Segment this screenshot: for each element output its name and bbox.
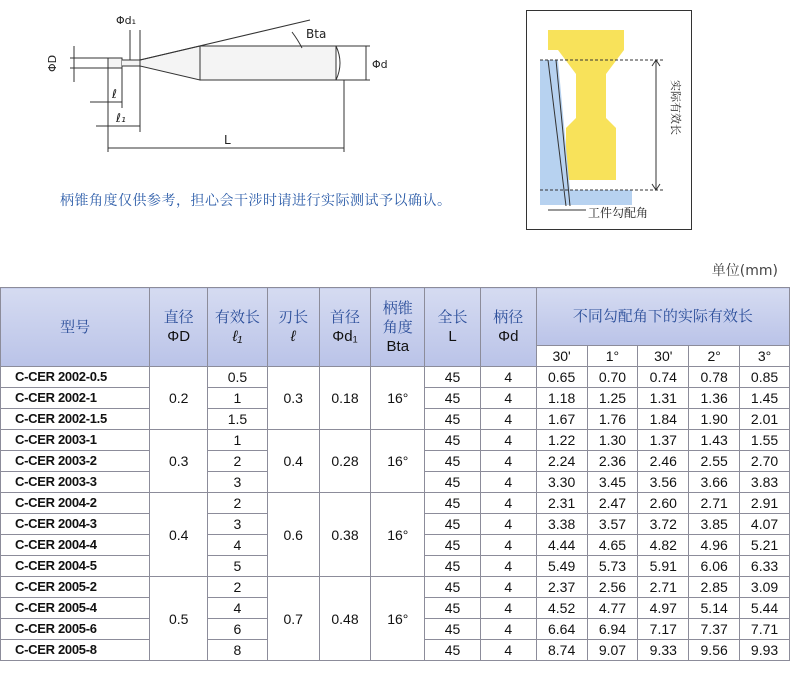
actual-length-cell: 4.77 xyxy=(587,598,638,619)
model-cell: C-CER 2002-1.5 xyxy=(1,409,150,430)
model-cell: C-CER 2003-2 xyxy=(1,451,150,472)
actual-length-cell: 0.70 xyxy=(587,367,638,388)
eff-length-cell: 4 xyxy=(208,535,268,556)
total-length-cell: 45 xyxy=(425,367,481,388)
eff-length-cell: 2 xyxy=(208,493,268,514)
workpiece-diagram xyxy=(526,10,692,230)
actual-length-cell: 2.47 xyxy=(587,493,638,514)
shank-diameter-cell: 4 xyxy=(480,451,536,472)
actual-length-cell: 6.33 xyxy=(740,556,790,577)
shank-diameter-cell: 4 xyxy=(480,619,536,640)
actual-length-cell: 0.65 xyxy=(536,367,587,388)
actual-length-cell: 6.06 xyxy=(689,556,740,577)
actual-length-cell: 2.85 xyxy=(689,577,740,598)
actual-length-cell: 4.07 xyxy=(740,514,790,535)
workpiece-angle-label: 工件勾配角 xyxy=(588,206,649,220)
diameter-cell: 0.2 xyxy=(150,367,208,430)
header-diameter: 直径 ΦD xyxy=(150,288,208,367)
model-cell: C-CER 2004-5 xyxy=(1,556,150,577)
neck-diameter-cell: 0.48 xyxy=(319,577,371,661)
blade-length-cell: 0.6 xyxy=(267,493,319,577)
blade-length-cell: 0.3 xyxy=(267,367,319,430)
actual-length-cell: 9.93 xyxy=(740,640,790,661)
angle-col: 3° xyxy=(740,346,790,367)
shank-diameter-cell: 4 xyxy=(480,388,536,409)
diameter-cell: 0.5 xyxy=(150,577,208,661)
actual-length-cell: 1.25 xyxy=(587,388,638,409)
header-eff-length: 有效长 ℓ₁ xyxy=(208,288,268,367)
actual-length-cell: 4.82 xyxy=(638,535,689,556)
neck-diameter-cell: 0.28 xyxy=(319,430,371,493)
shank-diameter-cell: 4 xyxy=(480,472,536,493)
model-cell: C-CER 2005-8 xyxy=(1,640,150,661)
actual-length-cell: 2.46 xyxy=(638,451,689,472)
model-cell: C-CER 2004-4 xyxy=(1,535,150,556)
model-cell: C-CER 2005-2 xyxy=(1,577,150,598)
model-cell: C-CER 2005-6 xyxy=(1,619,150,640)
actual-length-cell: 1.37 xyxy=(638,430,689,451)
model-cell: C-CER 2005-4 xyxy=(1,598,150,619)
actual-length-cell: 3.85 xyxy=(689,514,740,535)
actual-length-cell: 9.07 xyxy=(587,640,638,661)
actual-length-cell: 3.45 xyxy=(587,472,638,493)
phiD-label: ΦD xyxy=(46,54,59,72)
actual-length-cell: 1.31 xyxy=(638,388,689,409)
neck-diameter-cell: 0.38 xyxy=(319,493,371,577)
spec-table xyxy=(0,287,790,661)
shank-diameter-cell: 4 xyxy=(480,493,536,514)
actual-length-cell: 5.44 xyxy=(740,598,790,619)
table-row xyxy=(1,430,790,451)
header-shank-angle: 柄锥 角度 Bta xyxy=(371,288,425,367)
shank-diameter-cell: 4 xyxy=(480,577,536,598)
actual-length-cell: 8.74 xyxy=(536,640,587,661)
total-length-cell: 45 xyxy=(425,556,481,577)
total-length-cell: 45 xyxy=(425,577,481,598)
actual-length-cell: 2.70 xyxy=(740,451,790,472)
eff-length-cell: 2 xyxy=(208,451,268,472)
actual-length-cell: 5.49 xyxy=(536,556,587,577)
angle-col: 2° xyxy=(689,346,740,367)
actual-length-cell: 2.60 xyxy=(638,493,689,514)
shank-diameter-cell: 4 xyxy=(480,367,536,388)
total-length-cell: 45 xyxy=(425,388,481,409)
actual-length-cell: 3.09 xyxy=(740,577,790,598)
actual-length-cell: 1.76 xyxy=(587,409,638,430)
eff-length-cell: 1 xyxy=(208,430,268,451)
total-length-cell: 45 xyxy=(425,619,481,640)
shank-diameter-cell: 4 xyxy=(480,514,536,535)
actual-length-cell: 3.38 xyxy=(536,514,587,535)
note-text: 柄锥角度仅供参考，担心会干涉时请进行实际测试予以确认。 xyxy=(60,193,452,209)
eff-length-cell: 2 xyxy=(208,577,268,598)
actual-length-cell: 1.67 xyxy=(536,409,587,430)
actual-length-cell: 5.73 xyxy=(587,556,638,577)
header-blade-length: 刃长 ℓ xyxy=(267,288,319,367)
actual-length-cell: 2.37 xyxy=(536,577,587,598)
total-length-cell: 45 xyxy=(425,514,481,535)
header-total-length: 全长 L xyxy=(425,288,481,367)
shank-diameter-cell: 4 xyxy=(480,409,536,430)
diameter-cell: 0.3 xyxy=(150,430,208,493)
eff-length-cell: 6 xyxy=(208,619,268,640)
shank-diameter-cell: 4 xyxy=(480,430,536,451)
eff-length-cell: 3 xyxy=(208,472,268,493)
tool-dimension-diagram xyxy=(40,10,400,160)
actual-length-cell: 2.01 xyxy=(740,409,790,430)
header-actual-by-angle: 不同勾配角下的实际有效长 xyxy=(536,288,789,346)
L-label: L xyxy=(224,133,231,147)
actual-length-cell: 7.71 xyxy=(740,619,790,640)
actual-length-cell: 2.71 xyxy=(689,493,740,514)
actual-length-cell: 4.65 xyxy=(587,535,638,556)
table-row xyxy=(1,367,790,388)
phid-label: Φd xyxy=(372,58,388,71)
actual-length-cell: 5.14 xyxy=(689,598,740,619)
actual-length-cell: 0.78 xyxy=(689,367,740,388)
unit-label: 单位(mm) xyxy=(711,263,778,279)
actual-length-cell: 2.24 xyxy=(536,451,587,472)
actual-length-cell: 2.56 xyxy=(587,577,638,598)
shank-angle-cell: 16° xyxy=(371,577,425,661)
eff-length-cell: 1.5 xyxy=(208,409,268,430)
actual-length-cell: 3.83 xyxy=(740,472,790,493)
shank-diameter-cell: 4 xyxy=(480,556,536,577)
blade-length-cell: 0.7 xyxy=(267,577,319,661)
header-shank-diameter: 柄径 Φd xyxy=(480,288,536,367)
actual-length-cell: 3.57 xyxy=(587,514,638,535)
actual-length-cell: 2.91 xyxy=(740,493,790,514)
actual-length-cell: 9.56 xyxy=(689,640,740,661)
eff-length-cell: 1 xyxy=(208,388,268,409)
phid1-label: Φd₁ xyxy=(116,14,137,27)
actual-length-cell: 1.55 xyxy=(740,430,790,451)
actual-length-cell: 1.84 xyxy=(638,409,689,430)
neck-diameter-cell: 0.18 xyxy=(319,367,371,430)
blade-length-cell: 0.4 xyxy=(267,430,319,493)
table-row xyxy=(1,577,790,598)
bta-label: Bta xyxy=(306,27,327,41)
actual-length-cell: 1.36 xyxy=(689,388,740,409)
eff-length-cell: 3 xyxy=(208,514,268,535)
actual-length-cell: 1.18 xyxy=(536,388,587,409)
shank-diameter-cell: 4 xyxy=(480,598,536,619)
model-cell: C-CER 2004-3 xyxy=(1,514,150,535)
model-cell: C-CER 2004-2 xyxy=(1,493,150,514)
model-cell: C-CER 2002-1 xyxy=(1,388,150,409)
actual-length-cell: 4.96 xyxy=(689,535,740,556)
total-length-cell: 45 xyxy=(425,451,481,472)
actual-length-cell: 6.64 xyxy=(536,619,587,640)
actual-length-cell: 1.30 xyxy=(587,430,638,451)
actual-length-cell: 1.43 xyxy=(689,430,740,451)
l-label: ℓ xyxy=(112,87,117,101)
actual-length-cell: 4.52 xyxy=(536,598,587,619)
angle-col: 1° xyxy=(587,346,638,367)
actual-length-cell: 3.72 xyxy=(638,514,689,535)
header-model: 型号 xyxy=(1,288,150,367)
actual-length-cell: 3.56 xyxy=(638,472,689,493)
model-cell: C-CER 2003-3 xyxy=(1,472,150,493)
angle-col: 30' xyxy=(638,346,689,367)
angle-col: 30' xyxy=(536,346,587,367)
total-length-cell: 45 xyxy=(425,409,481,430)
total-length-cell: 45 xyxy=(425,535,481,556)
actual-length-cell: 2.31 xyxy=(536,493,587,514)
diameter-cell: 0.4 xyxy=(150,493,208,577)
actual-length-cell: 2.55 xyxy=(689,451,740,472)
eff-length-cell: 8 xyxy=(208,640,268,661)
shank-diameter-cell: 4 xyxy=(480,640,536,661)
total-length-cell: 45 xyxy=(425,493,481,514)
actual-length-cell: 0.74 xyxy=(638,367,689,388)
actual-length-cell: 7.17 xyxy=(638,619,689,640)
actual-length-cell: 4.97 xyxy=(638,598,689,619)
table-row xyxy=(1,493,790,514)
actual-length-cell: 3.30 xyxy=(536,472,587,493)
actual-length-cell: 1.45 xyxy=(740,388,790,409)
actual-length-cell: 1.22 xyxy=(536,430,587,451)
header-neck-diameter: 首径 Φd₁ xyxy=(319,288,371,367)
eff-length-cell: 4 xyxy=(208,598,268,619)
actual-length-cell: 7.37 xyxy=(689,619,740,640)
shank-angle-cell: 16° xyxy=(371,493,425,577)
shank-angle-cell: 16° xyxy=(371,367,425,430)
model-cell: C-CER 2003-1 xyxy=(1,430,150,451)
actual-length-cell: 9.33 xyxy=(638,640,689,661)
l1-label: ℓ₁ xyxy=(116,111,126,125)
total-length-cell: 45 xyxy=(425,598,481,619)
actual-length-cell: 3.66 xyxy=(689,472,740,493)
total-length-cell: 45 xyxy=(425,430,481,451)
table-body xyxy=(1,367,790,661)
actual-length-cell: 2.71 xyxy=(638,577,689,598)
actual-length-cell: 1.90 xyxy=(689,409,740,430)
actual-length-cell: 5.21 xyxy=(740,535,790,556)
eff-length-cell: 5 xyxy=(208,556,268,577)
model-cell: C-CER 2002-0.5 xyxy=(1,367,150,388)
actual-length-cell: 4.44 xyxy=(536,535,587,556)
total-length-cell: 45 xyxy=(425,472,481,493)
shank-angle-cell: 16° xyxy=(371,430,425,493)
actual-length-cell: 5.91 xyxy=(638,556,689,577)
shank-diameter-cell: 4 xyxy=(480,535,536,556)
eff-length-cell: 0.5 xyxy=(208,367,268,388)
actual-length-cell: 2.36 xyxy=(587,451,638,472)
actual-length-cell: 0.85 xyxy=(740,367,790,388)
actual-length-label: 实际有效长 xyxy=(669,80,682,135)
total-length-cell: 45 xyxy=(425,640,481,661)
actual-length-cell: 6.94 xyxy=(587,619,638,640)
